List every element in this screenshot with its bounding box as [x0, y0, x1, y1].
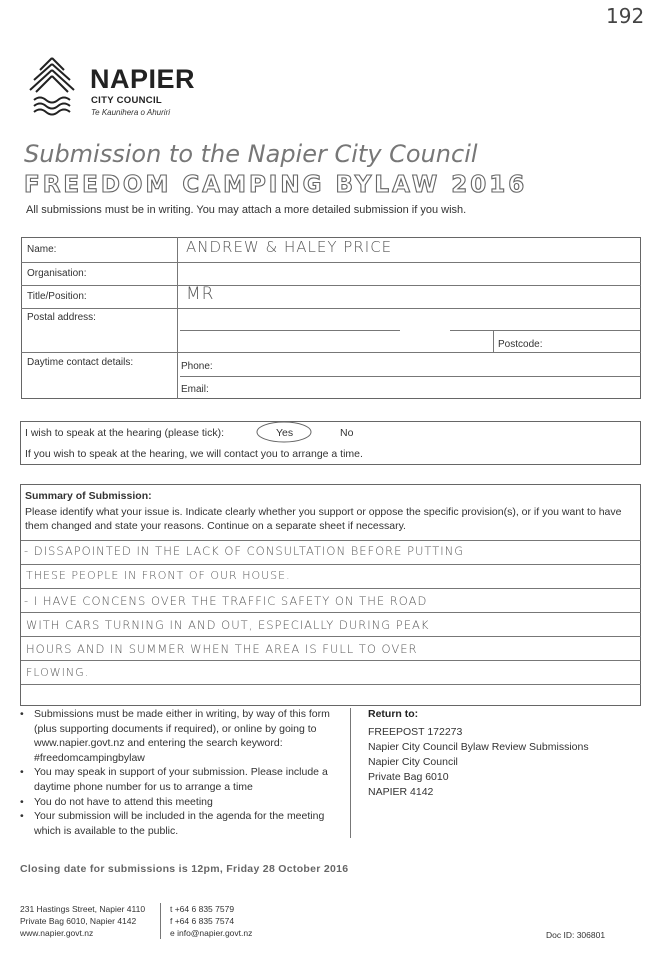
- page-number: 192: [606, 4, 645, 28]
- postcode-label: Postcode:: [498, 339, 543, 350]
- logo-maori-name: Te Kaunihera o Ahuriri: [91, 108, 171, 117]
- document-title: Submission to the Napier City Council: [24, 140, 478, 168]
- email-label: Email:: [181, 384, 209, 395]
- napier-logo-icon: [24, 52, 80, 118]
- logo-name: NAPIER: [90, 64, 196, 94]
- hearing-note: If you wish to speak at the hearing, we will contact you to arrange a time.: [25, 448, 363, 460]
- footer-fax: f +64 6 835 7574: [170, 916, 235, 926]
- writing-line: [21, 612, 641, 613]
- footer-postal: Private Bag 6010, Napier 4142: [20, 916, 137, 926]
- note-item: • Your submission will be included in the agenda for the meeting which is available to the public.: [20, 809, 340, 838]
- footer-address: 231 Hastings Street, Napier 4110: [20, 904, 146, 914]
- notes-divider: [350, 708, 351, 838]
- return-line: NAPIER 4142: [368, 786, 434, 798]
- return-line: Private Bag 6010: [368, 771, 449, 783]
- postcode-divider: [493, 330, 494, 352]
- organisation-label: Organisation:: [27, 268, 87, 279]
- title-position-label: Title/Position:: [27, 291, 87, 302]
- postal-address-label: Postal address:: [27, 312, 96, 323]
- summary-line[interactable]: THESE PEOPLE IN FRONT OF OUR HOUSE.: [26, 569, 291, 582]
- phone-line: [180, 376, 640, 377]
- footer-email[interactable]: e info@napier.govt.nz: [170, 928, 253, 938]
- footer-divider: [160, 903, 161, 939]
- summary-line[interactable]: - I HAVE CONCENS OVER THE TRAFFIC SAFETY ON THE ROAD: [24, 594, 428, 608]
- footer-website[interactable]: www.napier.govt.nz: [20, 928, 94, 938]
- row-divider: [21, 308, 641, 309]
- column-divider: [177, 237, 178, 399]
- hearing-no-option[interactable]: No: [340, 427, 354, 439]
- phone-label: Phone:: [181, 361, 213, 372]
- row-divider: [21, 352, 641, 353]
- return-line: Napier City Council: [368, 756, 458, 768]
- address-line: [180, 330, 400, 331]
- summary-line[interactable]: WITH CARS TURNING IN AND OUT, ESPECIALLY DURING PEAK: [26, 618, 430, 632]
- row-divider: [21, 262, 641, 263]
- writing-line: [21, 540, 641, 541]
- intro-text: All submissions must be in writing. You may attach a more detailed submission if you wish.: [26, 204, 467, 216]
- summary-title: Summary of Submission:: [25, 490, 152, 502]
- summary-line[interactable]: - DISSAPOINTED IN THE LACK OF CONSULTATION BEFORE PUTTING: [24, 544, 465, 558]
- summary-line[interactable]: HOURS AND IN SUMMER WHEN THE AREA IS FULL TO OVER: [26, 642, 418, 656]
- name-label: Name:: [27, 244, 57, 255]
- return-line: FREEPOST 172273: [368, 726, 463, 738]
- name-value[interactable]: ANDREW & HALEY PRICE: [186, 238, 393, 256]
- closing-date: Closing date for submissions is 12pm, Friday 28 October 2016: [20, 863, 349, 875]
- row-divider: [21, 285, 641, 286]
- address-line: [450, 330, 640, 331]
- return-title: Return to:: [368, 708, 419, 720]
- daytime-contact-label: Daytime contact details:: [27, 357, 134, 368]
- submission-notes: [20, 707, 340, 838]
- writing-line: [21, 636, 641, 637]
- note-item: • You do not have to attend this meeting: [20, 795, 340, 810]
- footer-phone: t +64 6 835 7579: [170, 904, 235, 914]
- hearing-yes-option[interactable]: Yes: [276, 427, 294, 439]
- doc-id: Doc ID: 306801: [546, 930, 606, 940]
- writing-line: [21, 684, 641, 685]
- hearing-prompt: I wish to speak at the hearing (please tick):: [25, 427, 225, 439]
- summary-instructions: Please identify what your issue is. Indicate clearly whether you support or oppose the specific provision(s), or if you want to have them changed and state your reasons. Continue on a separate sheet if necessary.: [25, 506, 622, 532]
- return-line: Napier City Council Bylaw Review Submissions: [368, 741, 589, 753]
- title-position-value[interactable]: MR: [186, 284, 215, 304]
- document-subtitle: FREEDOM CAMPING BYLAW 2016: [24, 172, 528, 198]
- note-item: • Submissions must be made either in writing, by way of this form (plus supporting documents if required), or online by going to www.napier.govt.nz and entering the search keyword: #freedomcampingbylaw: [20, 707, 340, 765]
- note-item: • You may speak in support of your submission. Please include a daytime phone number for us to arrange a time: [20, 765, 340, 794]
- writing-line: [21, 660, 641, 661]
- summary-line[interactable]: FLOWING.: [26, 666, 90, 679]
- logo-subtitle: CITY COUNCIL: [91, 95, 162, 106]
- writing-line: [21, 588, 641, 589]
- writing-line: [21, 564, 641, 565]
